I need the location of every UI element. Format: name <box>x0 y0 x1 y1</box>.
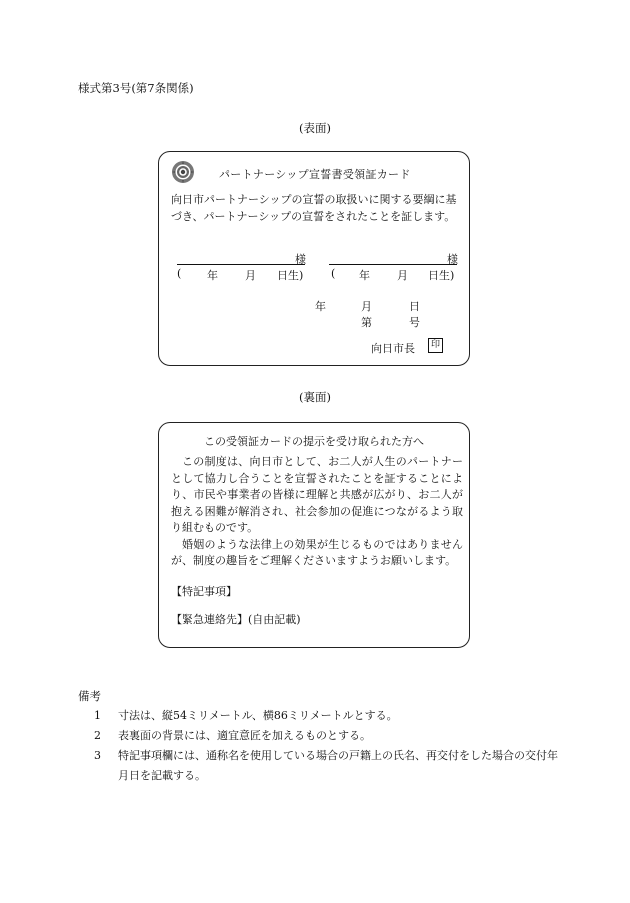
birth-year-2: 年 <box>359 269 370 282</box>
signature-line-1 <box>177 264 305 265</box>
note-number: 3 <box>94 749 101 762</box>
note-text: 表裏面の背景には、適宜意匠を加えるものとする。 <box>118 729 371 742</box>
honorific-1: 様 <box>295 253 306 266</box>
front-side-heading: (表面) <box>299 121 331 135</box>
note-text: 寸法は、縦54ミリメートル、横86ミリメートルとする。 <box>118 709 398 722</box>
emergency-contact-label: 【緊急連絡先】(自由記載) <box>171 613 301 626</box>
note-item <box>78 746 558 786</box>
birth-close-1: 日生) <box>277 269 304 282</box>
form-number-label: 様式第3号(第7条関係) <box>78 81 194 95</box>
front-card-title: パートナーシップ宣誓書受領証カード <box>219 168 411 181</box>
issue-month: 月 <box>361 300 372 313</box>
issuer-mayor: 向日市長 <box>371 342 415 355</box>
birth-year-1: 年 <box>207 269 218 282</box>
back-card-body <box>171 454 463 570</box>
birth-month-2: 月 <box>397 269 408 282</box>
note-item <box>78 706 558 726</box>
certificate-gou: 号 <box>409 316 420 329</box>
note-text: 特記事項欄には、通称名を使用している場合の戸籍上の氏名、再交付をした場合の交付年月日を記載する。 <box>118 749 558 782</box>
birth-close-2: 日生) <box>428 269 455 282</box>
note-number: 2 <box>94 729 101 742</box>
birth-open-2: ( <box>331 267 336 280</box>
notes-heading: 備考 <box>78 689 101 703</box>
signature-line-2 <box>329 264 457 265</box>
front-card-body: 向日市パートナーシップの宣誓の取扱いに関する要綱に基づき、パートナーシップの宣誓をされたことを証します。 <box>171 193 457 223</box>
birth-month-1: 月 <box>245 269 256 282</box>
back-side-heading: (裏面) <box>299 390 331 404</box>
notes-list <box>78 706 558 786</box>
note-item <box>78 726 558 746</box>
honorific-2: 様 <box>447 253 458 266</box>
front-card <box>158 151 470 366</box>
note-number: 1 <box>94 709 101 722</box>
issue-day: 日 <box>409 300 420 313</box>
back-card <box>158 422 470 648</box>
back-paragraph-2: 婚姻のような法律上の効果が生じるものではありませんが、制度の趣旨をご理解くださいますようお願いします。 <box>171 537 463 567</box>
special-notes-label: 【特記事項】 <box>171 585 237 598</box>
certificate-dai: 第 <box>361 316 372 329</box>
birth-open-1: ( <box>177 267 182 280</box>
city-emblem-icon <box>171 160 195 184</box>
issue-year: 年 <box>315 300 326 313</box>
back-card-title: この受領証カードの提示を受け取られた方へ <box>204 435 424 448</box>
official-seal: 印 <box>428 338 443 353</box>
back-paragraph-1: この制度は、向日市として、お二人が人生のパートナーとして協力し合うことを宣誓されたことを証することにより、市民や事業者の皆様に理解と共感が広がり、お二人が抱える困難が解消され、社会参加の促進につながるよう取り組むものです。 <box>171 455 463 534</box>
